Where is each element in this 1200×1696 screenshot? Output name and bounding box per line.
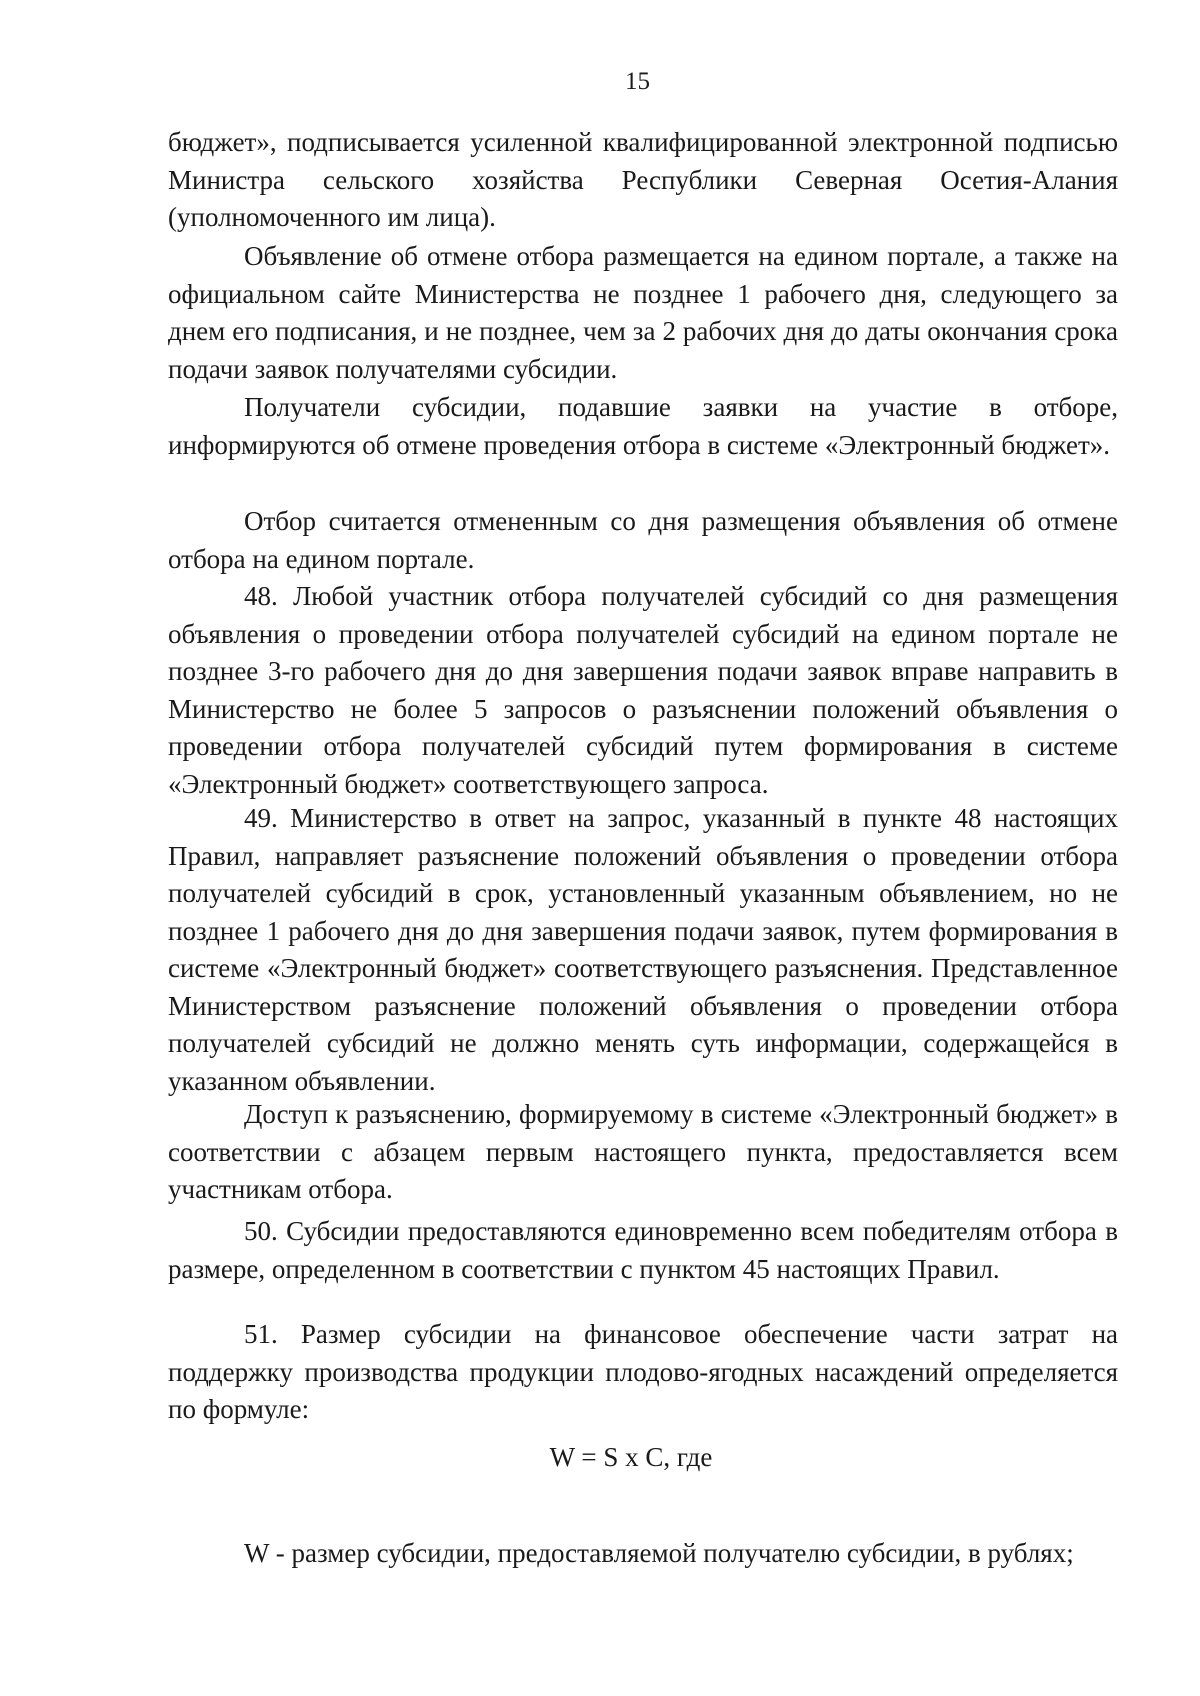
paragraph-text: W - размер субсидии, предоставляемой получателю субсидии, в рублях; [244,1538,1074,1568]
paragraph-text: 49. Министерство в ответ на запрос, указанный в пункте 48 настоящих Правил, направляет разъяснение положений объявления о проведении отбора получателей субсидий в срок, установленный указанным объявлением, но не позднее 1 рабочего дня до дня завершения подачи заявок, путем формирования в системе «Электронный бюджет» соответствующего разъяснения. Представленное Министерством разъяснение положений объявления о проведении отбора получателей субсидий не должно менять суть информации, содержащейся в указанном объявлении. [168,803,1118,1096]
paragraph-text: 48. Любой участник отбора получателей субсидий со дня размещения объявления о проведении отбора получателей субсидий на едином портале не позднее 3-го рабочего дня до дня завершения подачи заявок вправе направить в Министерство не более 5 запросов о разъяснении положений объявления о проведении отбора получателей субсидий путем формирования в системе «Электронный бюджет» соответствующего запроса. [168,581,1118,799]
paragraph-text: Отбор считается отмененным со дня размещения объявления об отмене отбора на едином портале. [168,506,1118,574]
clause-48 [168,578,1118,803]
page-number: 15 [625,68,650,95]
clause-49 [168,800,1118,1100]
clause-51 [168,1316,1118,1429]
paragraph-cancellation-notice [168,238,1118,388]
clause-50 [168,1213,1118,1288]
paragraph-recipients-informed [168,389,1118,464]
paragraph-text: 51. Размер субсидии на финансовое обеспечение части затрат на поддержку производства продукции плодово-ягодных насаждений определяется по формуле: [168,1319,1118,1424]
paragraph-text: 50. Субсидии предоставляются единовременно всем победителям отбора в размере, определенном в соответствии с пунктом 45 настоящих Правил. [168,1216,1118,1284]
subsidy-formula: W = S x C, где [549,1442,713,1472]
paragraph-signature [168,124,1118,237]
paragraph-text: бюджет», подписывается усиленной квалифицированной электронной подписью Министра сельского хозяйства Республики Северная Осетия-Алания (уполномоченного им лица). [168,127,1118,232]
paragraph-text: Доступ к разъяснению, формируемому в системе «Электронный бюджет» в соответствии с абзацем первым настоящего пункта, предоставляется всем участникам отбора. [168,1099,1118,1204]
paragraph-text: Получатели субсидии, подавшие заявки на участие в отборе, информируются об отмене проведения отбора в системе «Электронный бюджет». [168,392,1118,460]
paragraph-text: Объявление об отмене отбора размещается на едином портале, а также на официальном сайте Министерства не позднее 1 рабочего дня, следующего за днем его подписания, и не позднее, чем за 2 рабочих дня до даты окончания срока подачи заявок получателями субсидии. [168,241,1118,384]
paragraph-cancellation-date [168,503,1118,578]
paragraph-access-to-clarification [168,1096,1118,1209]
paragraph-formula-definition [168,1535,1118,1573]
